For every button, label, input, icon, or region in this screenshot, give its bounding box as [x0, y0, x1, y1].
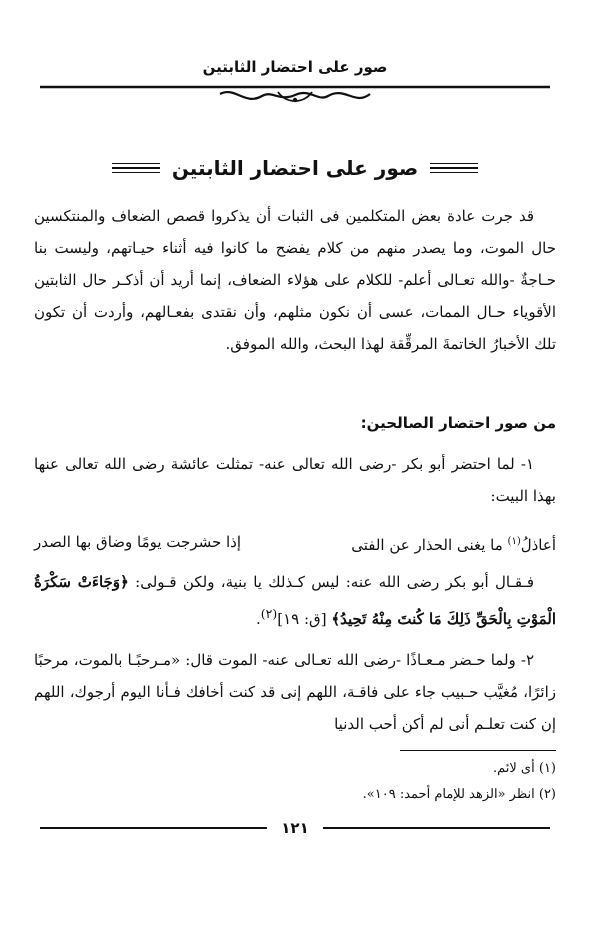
footnote-divider — [400, 750, 556, 751]
quote-block — [34, 566, 556, 635]
subheading: من صور احتضار الصالحين: — [360, 414, 556, 432]
item-one-paragraph: ١- لما احتضر أبو بكر -رضى الله تعالى عنه- تمثلت عائشة رضى الله تعالى عنها بهذا البيت: — [34, 455, 556, 505]
quran-reference: [ق: ١٩] — [277, 610, 332, 628]
verse-first-hemistich: أعاذلُ$^{(١)}$ ما يغنى الحذار عن الفتى — [351, 536, 556, 554]
section-title-text: صور على احتضار الثابتين — [171, 156, 419, 180]
section-title — [110, 148, 480, 188]
intro-paragraph: قد جرت عادة بعض المتكلمين فى الثبات أن يذكروا قصص الضعاف والمنتكسين حال الموت، وما يصدر منهم من كلام يفضح ما كانوا فيه أثناء حيـاتهم، وليست بنا حـاجةٌ -والله تعـالى أعلم- للكلام على هؤلاء الضعاف، إنما أريد أن أذكـر حال الثابتين الأقوياء حـال الممات، عسى أن نكون مثلهم، وأن نقتدى بفعـالهم، وأردت أن تكون تلك الأخبارُ الخاتمةَ المرقِّقة لهذا البحث، والله الموفق. — [34, 207, 556, 353]
footnote-2: (٢) انظر «الزهد للإمام أحمد: ١٠٩». — [362, 787, 556, 802]
intro-block — [34, 200, 556, 360]
page-footer — [40, 818, 550, 838]
footer-rule-right — [323, 827, 550, 828]
quran-verse: ﴿وَجَاءَتْ سَكْرَةُ الْمَوْتِ بِالْحَقِّ ذَلِكَ مَا كُنتَ مِنْهُ تَحِيدُ﴾ — [34, 573, 556, 628]
footer-rule-left — [40, 827, 267, 828]
page-number: ١٢١ — [281, 819, 309, 837]
verse-second-hemistich: إذا حشرجت يومًا وضاق بها الصدر — [34, 533, 242, 551]
footnote-ref-2: (٢) — [260, 606, 278, 621]
quote-paragraph: فـقـال أبو بكر رضى الله عنه: ليس كـذلك يا بنية، ولكن قـولى: ﴿وَجَاءَتْ سَكْرَةُ الْمَوْتِ بِالْحَقِّ ذَلِكَ مَا كُنتَ مِنْهُ تَحِيدُ﴾ [ق: ١٩]$^{(٢)}$. — [34, 573, 556, 628]
header-ornament — [40, 82, 550, 108]
footnote-ref-1: (١) — [507, 536, 521, 547]
poetry-verse — [34, 528, 556, 559]
item-one-block — [34, 448, 556, 512]
running-header: صور على احتضار الثابتين — [202, 58, 388, 76]
title-rules-right — [430, 163, 478, 173]
title-rules-left — [112, 163, 160, 173]
footnote-1: (١) أى لائم. — [492, 761, 556, 776]
footnotes — [34, 756, 556, 808]
item-two-block — [34, 644, 556, 740]
item-two-paragraph: ٢- ولما حـضر مـعـاذًا -رضى الله تعـالى عنه- الموت قال: «مـرحبًـا بالموت، مرحبًا زائرًا، مُغيَّب حـبيب جاء على فاقـة، اللهم إنى قد كنت أخافك فـأنا اليوم أرجوك، اللهم إن كنت تعلـم أنى لم أكن أحب الدنيا — [34, 651, 556, 733]
